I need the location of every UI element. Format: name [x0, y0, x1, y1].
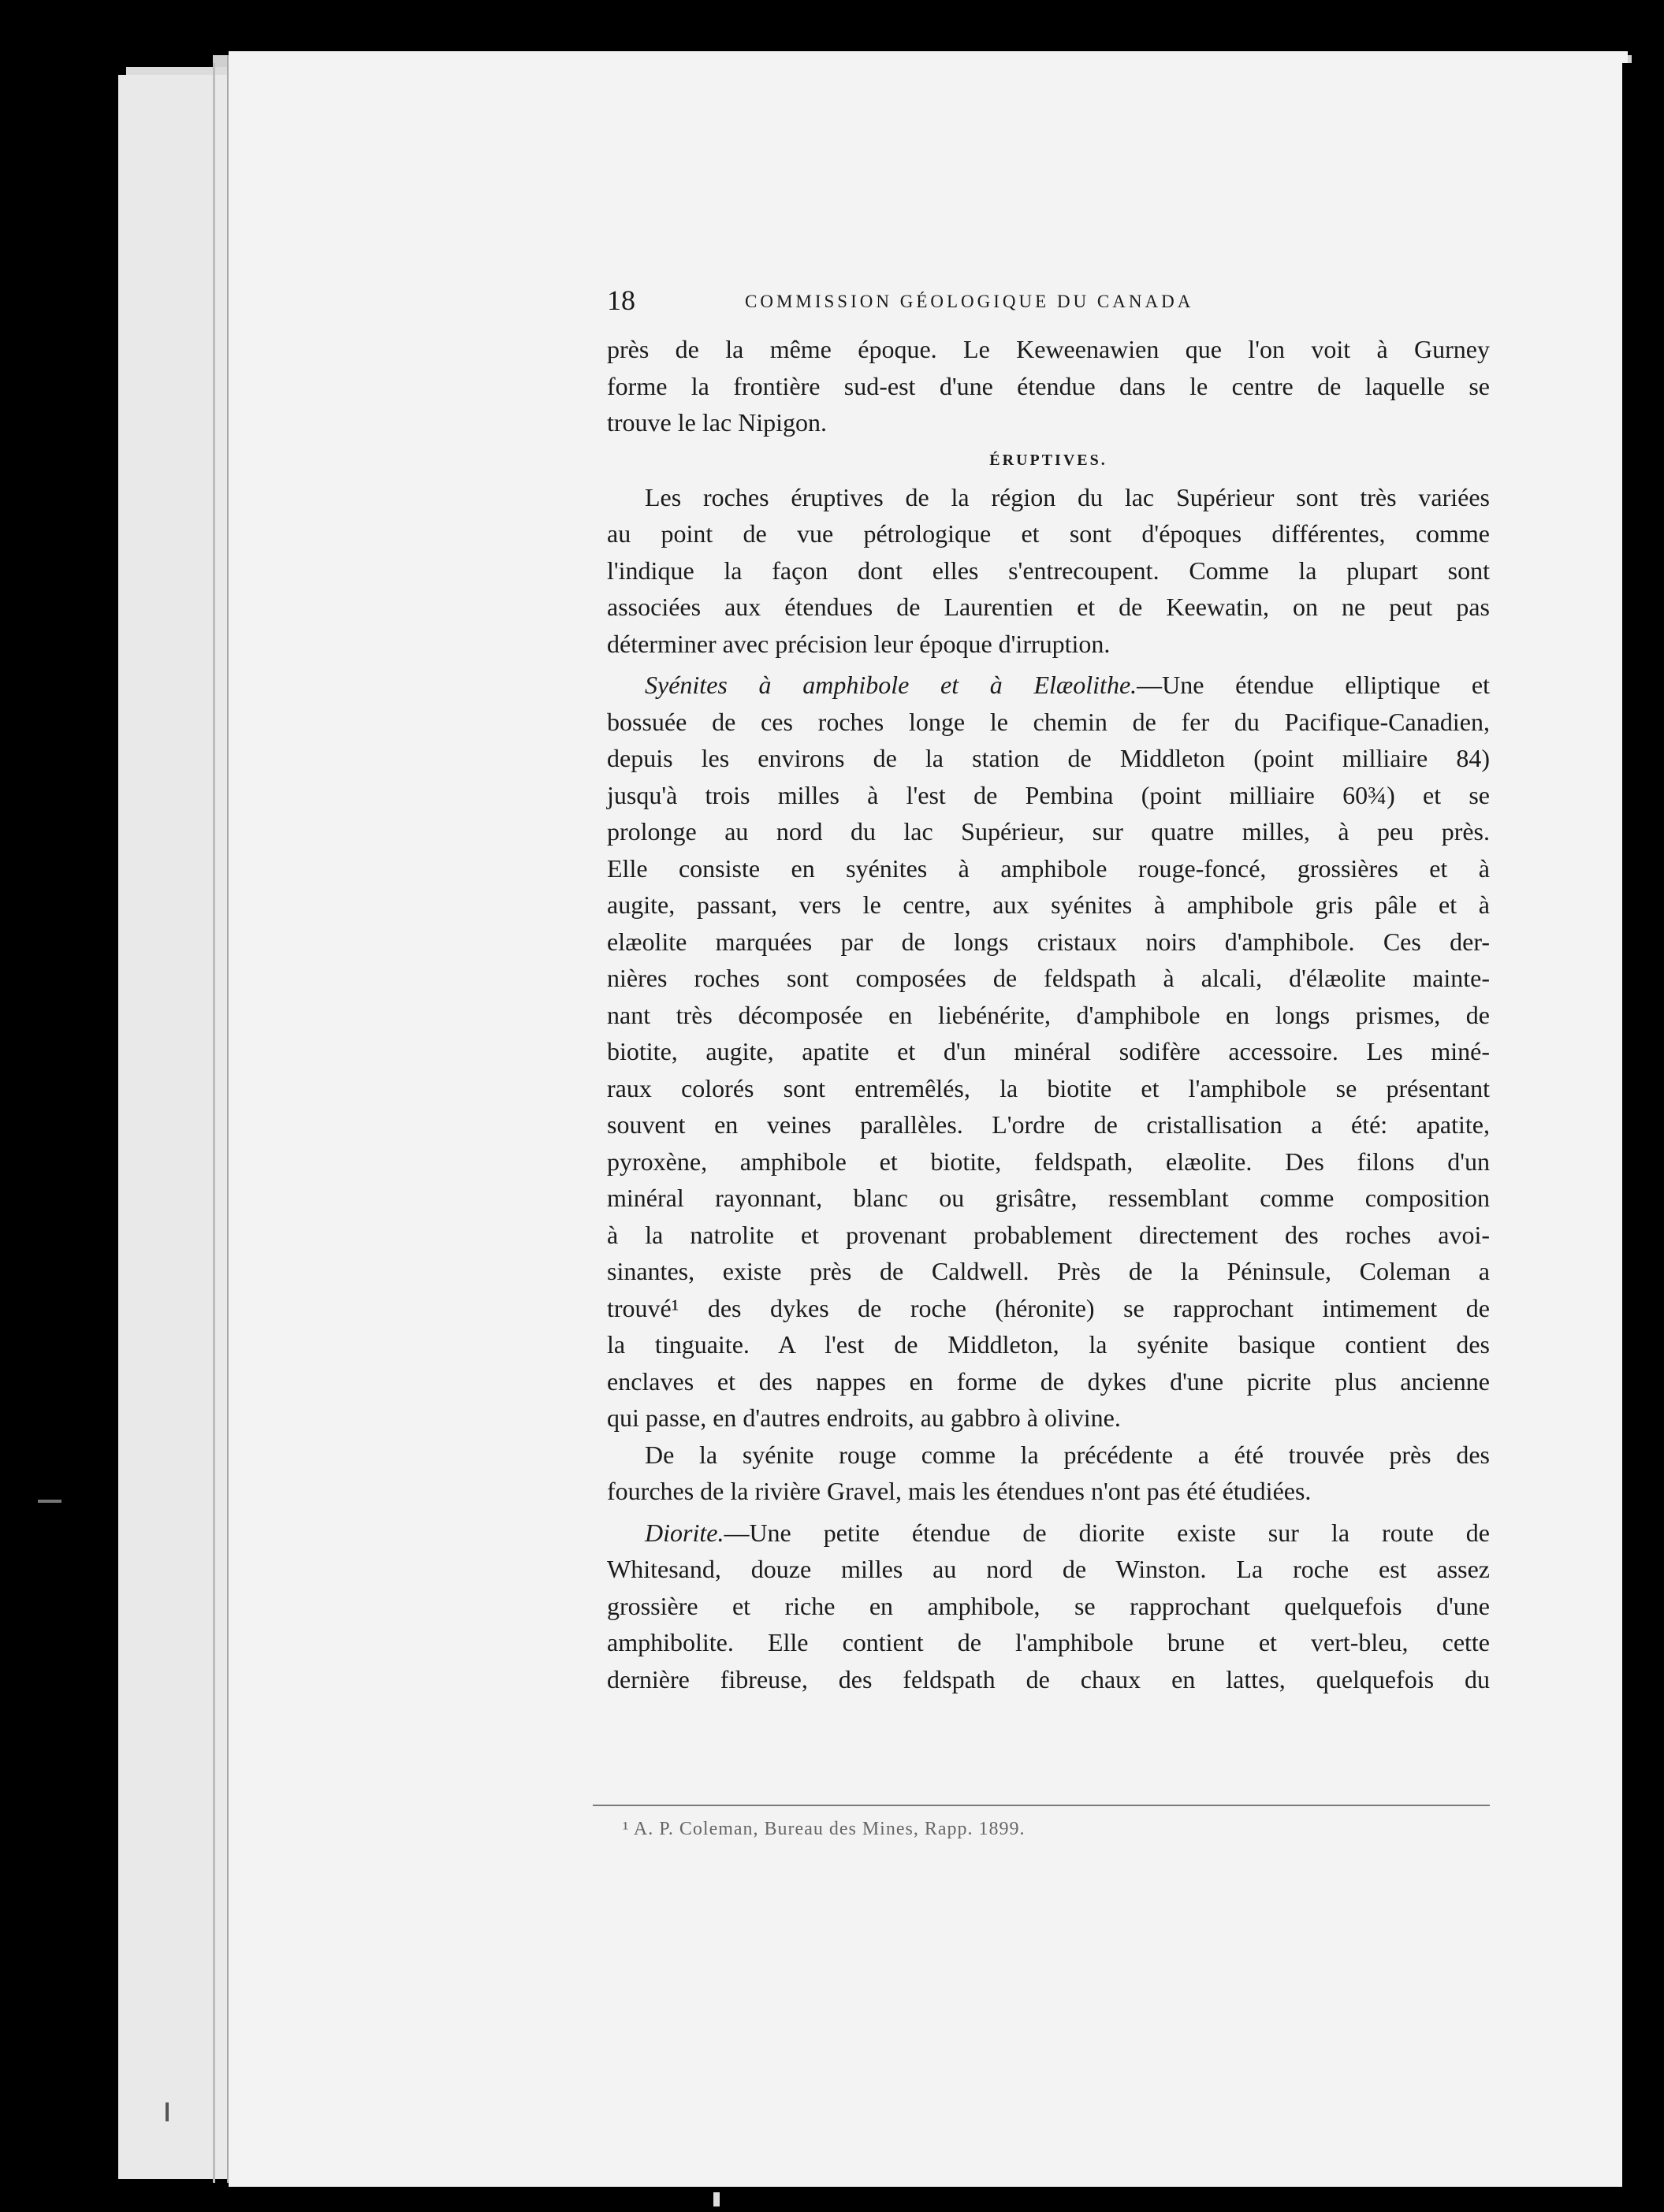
text-line: Whitesand, douze milles au nord de Winston. La roche est assez — [607, 1555, 1490, 1583]
text-line: elæolite marquées par de longs cristaux noirs d'amphibole. Ces der- — [607, 927, 1490, 956]
body-text — [607, 331, 1490, 1697]
text-line: bossuée de ces roches longe le chemin de fer du Pacifique-Canadien, — [607, 707, 1490, 736]
text-line: nières roches sont composées de feldspath à alcali, d'élæolite mainte- — [607, 964, 1490, 992]
text-line: De la syénite rouge comme la précédente a été trouvée près des — [645, 1440, 1490, 1469]
text-line: minéral rayonnant, blanc ou grisâtre, ressemblant comme composition — [607, 1184, 1490, 1212]
text-line: trouve le lac Nipigon. — [607, 408, 828, 437]
footnote: ¹ A. P. Coleman, Bureau des Mines, Rapp. 1899. — [623, 1819, 1026, 1839]
text-line: associées aux étendues de Laurentien et de Keewatin, on ne peut pas — [607, 593, 1490, 621]
scan-speck — [38, 1500, 61, 1503]
text-line: biotite, augite, apatite et d'un minéral sodifère accessoire. Les miné- — [607, 1037, 1490, 1065]
text-line: nant très décomposée en liebénérite, d'amphibole en longs prismes, de — [607, 1000, 1490, 1029]
text-line: Les roches éruptives de la région du lac Supérieur sont très variées — [645, 482, 1490, 511]
text-line: déterminer avec précision leur époque d'irruption. — [607, 629, 1111, 658]
text-line: forme la frontière sud-est d'une étendue dans le centre de laquelle se — [607, 371, 1490, 400]
book-binding-edge — [1622, 63, 1664, 2212]
text-line: enclaves et des nappes en forme de dykes d'une picrite plus ancienne — [607, 1366, 1490, 1396]
text-line: Syénites à amphibole et à Elæolithe.—Une étendue elliptique et — [645, 671, 1491, 699]
section-heading: ÉRUPTIVES. — [989, 451, 1107, 469]
text-line: souvent en veines parallèles. L'ordre de cristallisation a été: apatite, — [607, 1110, 1490, 1139]
page-fold-line-2 — [227, 55, 229, 2183]
running-head — [607, 284, 1490, 331]
text-line: amphibolite. Elle contient de l'amphibole brune et vert-bleu, cette — [607, 1628, 1490, 1656]
italic-subheading: Syénites à amphibole et à Elæolithe. — [645, 671, 1137, 699]
footnote-rule — [593, 1805, 1490, 1806]
text-line: Elle consiste en syénites à amphibole rouge-foncé, grossières et à — [607, 853, 1490, 883]
page-body — [607, 284, 1490, 1697]
page-number: 18 — [607, 284, 635, 316]
page-fold-line — [213, 63, 215, 2183]
text-line: sinantes, existe près de Caldwell. Près de la Péninsule, Coleman a — [607, 1257, 1490, 1285]
text-line: depuis les environs de la station de Middleton (point milliaire 84) — [607, 744, 1490, 772]
text-line: trouvé¹ des dykes de roche (héronite) se rapprochant intimement de — [607, 1293, 1490, 1322]
text-line: l'indique la façon dont elles s'entrecoupent. Comme la plupart sont — [607, 556, 1490, 585]
text-line: à la natrolite et provenant probablement directement des roches avoi- — [607, 1220, 1490, 1249]
text-line: au point de vue pétrologique et sont d'époques différentes, comme — [607, 519, 1490, 548]
italic-subheading: Diorite. — [645, 1518, 724, 1547]
text-line: raux colorés sont entremêlés, la biotite et l'amphibole se présentant — [607, 1073, 1490, 1102]
text-line: jusqu'à trois milles à l'est de Pembina (point milliaire 60¾) et se — [607, 780, 1490, 809]
text-line: qui passe, en d'autres endroits, au gabbro à olivine. — [607, 1403, 1121, 1432]
running-title: COMMISSION GÉOLOGIQUE DU CANADA — [745, 292, 1194, 311]
text-line: augite, passant, vers le centre, aux syénites à amphibole gris pâle et à — [607, 890, 1490, 919]
text-line: dernière fibreuse, des feldspath de chaux en lattes, quelquefois du — [607, 1664, 1490, 1693]
text-line: prolonge au nord du lac Supérieur, sur quatre milles, à peu près. — [607, 817, 1490, 846]
text-line: la tinguaite. A l'est de Middleton, la syénite basique contient des — [607, 1330, 1490, 1359]
text-line: près de la même époque. Le Keweenawien que l'on voit à Gurney — [607, 335, 1490, 363]
scan-speck — [713, 2192, 720, 2206]
text-line: grossière et riche en amphibole, se rapprochant quelquefois d'une — [607, 1591, 1490, 1620]
text-line: fourches de la rivière Gravel, mais les étendues n'ont pas été étudiées. — [607, 1477, 1312, 1505]
text-line: pyroxène, amphibole et biotite, feldspath, elæolite. Des filons d'un — [607, 1147, 1490, 1176]
scan-speck — [166, 2102, 169, 2121]
text-line: Diorite.—Une petite étendue de diorite existe sur la route de — [645, 1518, 1490, 1547]
